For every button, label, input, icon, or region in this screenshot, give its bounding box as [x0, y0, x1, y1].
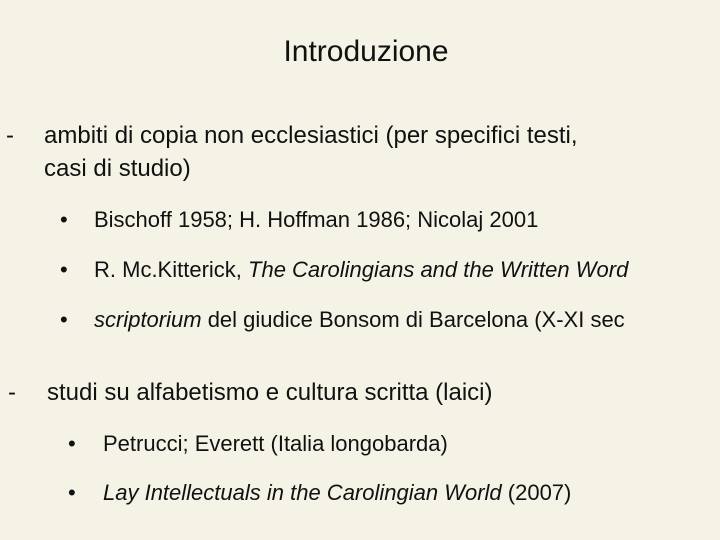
bullet-text-suffix: del giudice Bonsom di Barcelona (X-XI sec [201, 307, 625, 332]
italic-term: scriptorium [94, 307, 202, 332]
section-1-bullet-2 [60, 256, 720, 284]
bullet-text: Petrucci; Everett (Italia longobarda) [103, 431, 448, 456]
section-1-bullet-3 [60, 306, 720, 334]
section-1 [6, 121, 720, 185]
section-2-bullet-2 [68, 479, 720, 507]
slide-title: Introduzione [283, 35, 449, 68]
section-2-line-1: studi su alfabetismo e cultura scritta (laici) [47, 379, 493, 406]
section-2 [8, 378, 720, 410]
bullet-icon: • [60, 207, 68, 232]
bullet-icon: • [60, 257, 68, 282]
section-2-dash: - [8, 379, 16, 406]
section-1-dash: - [6, 122, 14, 149]
bullet-icon: • [60, 307, 68, 332]
book-title: The Carolingians and the Written Word [248, 257, 629, 282]
bullet-text: Bischoff 1958; H. Hoffman 1986; Nicolaj 2001 [94, 207, 539, 232]
bullet-icon: • [68, 431, 76, 456]
book-title: Lay Intellectuals in the Carolingian World [103, 480, 502, 505]
bullet-icon: • [68, 480, 76, 505]
bullet-text-suffix: (2007) [501, 480, 572, 505]
section-2-bullet-1 [68, 430, 720, 458]
section-1-line-1: ambiti di copia non ecclesiastici (per specifici testi, [44, 122, 578, 149]
section-1-line-2: casi di studio) [44, 155, 191, 182]
bullet-text-prefix: R. Mc.Kitterick, [94, 257, 249, 282]
section-1-bullet-1 [60, 206, 720, 234]
